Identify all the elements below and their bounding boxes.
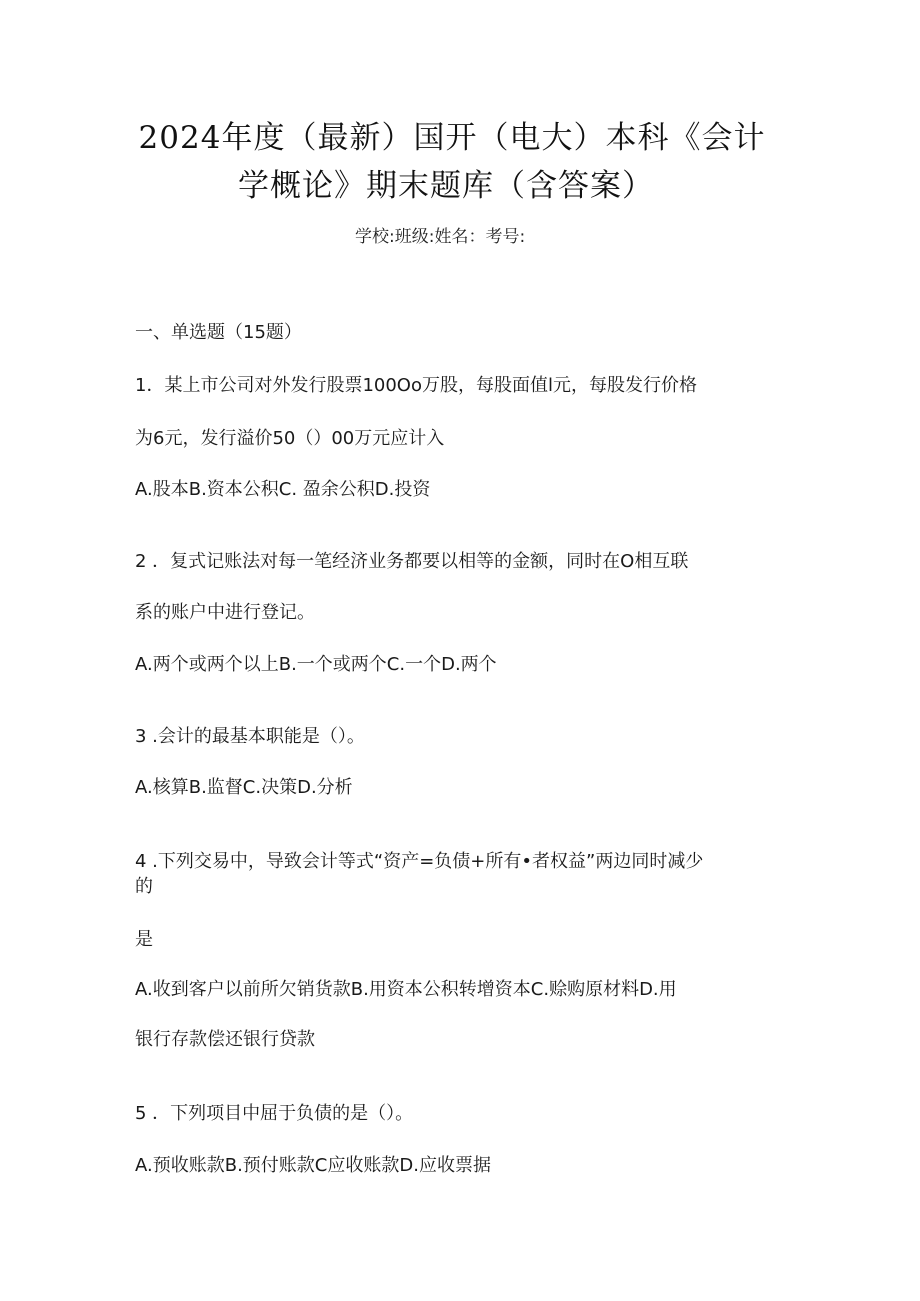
question-3-options: A.核算B.监督C.决策D.分析 — [135, 777, 353, 798]
question-4-stem-line-1: 4 .下列交易中，导致会计等式“资产=负债+所有•者权益”两边同时减少 — [135, 851, 704, 872]
section-heading: 一、单选题（15题） — [135, 322, 302, 343]
question-5-options: A.预收账款B.预付账款C应收账款D.应收票据 — [135, 1155, 491, 1176]
question-1-options: A.股本B.资本公积C. 盈余公积D.投资 — [135, 479, 431, 500]
question-3-stem: 3 .会计的最基本职能是（）。 — [135, 726, 365, 747]
question-2-stem-line-2: 系的账户中进行登记。 — [135, 602, 315, 623]
question-4-options-line-2: 银行存款偿还银行贷款 — [135, 1029, 315, 1050]
question-2-stem-line-1: 2 ．复式记账法对每一笔经济业务都要以相等的金额，同时在O相互联 — [135, 551, 689, 572]
student-info-line: 学校:班级:姓名：考号: — [355, 227, 526, 247]
document-title-line-1: 2024年度（最新）国开（电大）本科《会计 — [138, 120, 766, 156]
question-4-stem-line-3: 是 — [135, 929, 153, 950]
question-2-options: A.两个或两个以上B.一个或两个C.一个D.两个 — [135, 654, 497, 675]
document-title-line-2: 学概论》期末题库（含答案） — [238, 168, 654, 204]
question-4-stem-line-2: 的 — [135, 876, 153, 897]
question-1-stem-line-1: 1．某上市公司对外发行股票100Oo万股，每股面值l元，每股发行价格 — [135, 375, 697, 396]
question-5-stem: 5 ．下列项目中屈于负债的是（）。 — [135, 1103, 414, 1124]
question-4-options-line-1: A.收到客户以前所欠销货款B.用资本公积转增资本C.赊购原材料D.用 — [135, 979, 677, 1000]
question-1-stem-line-2: 为6元，发行溢价50（）00万元应计入 — [135, 428, 445, 449]
